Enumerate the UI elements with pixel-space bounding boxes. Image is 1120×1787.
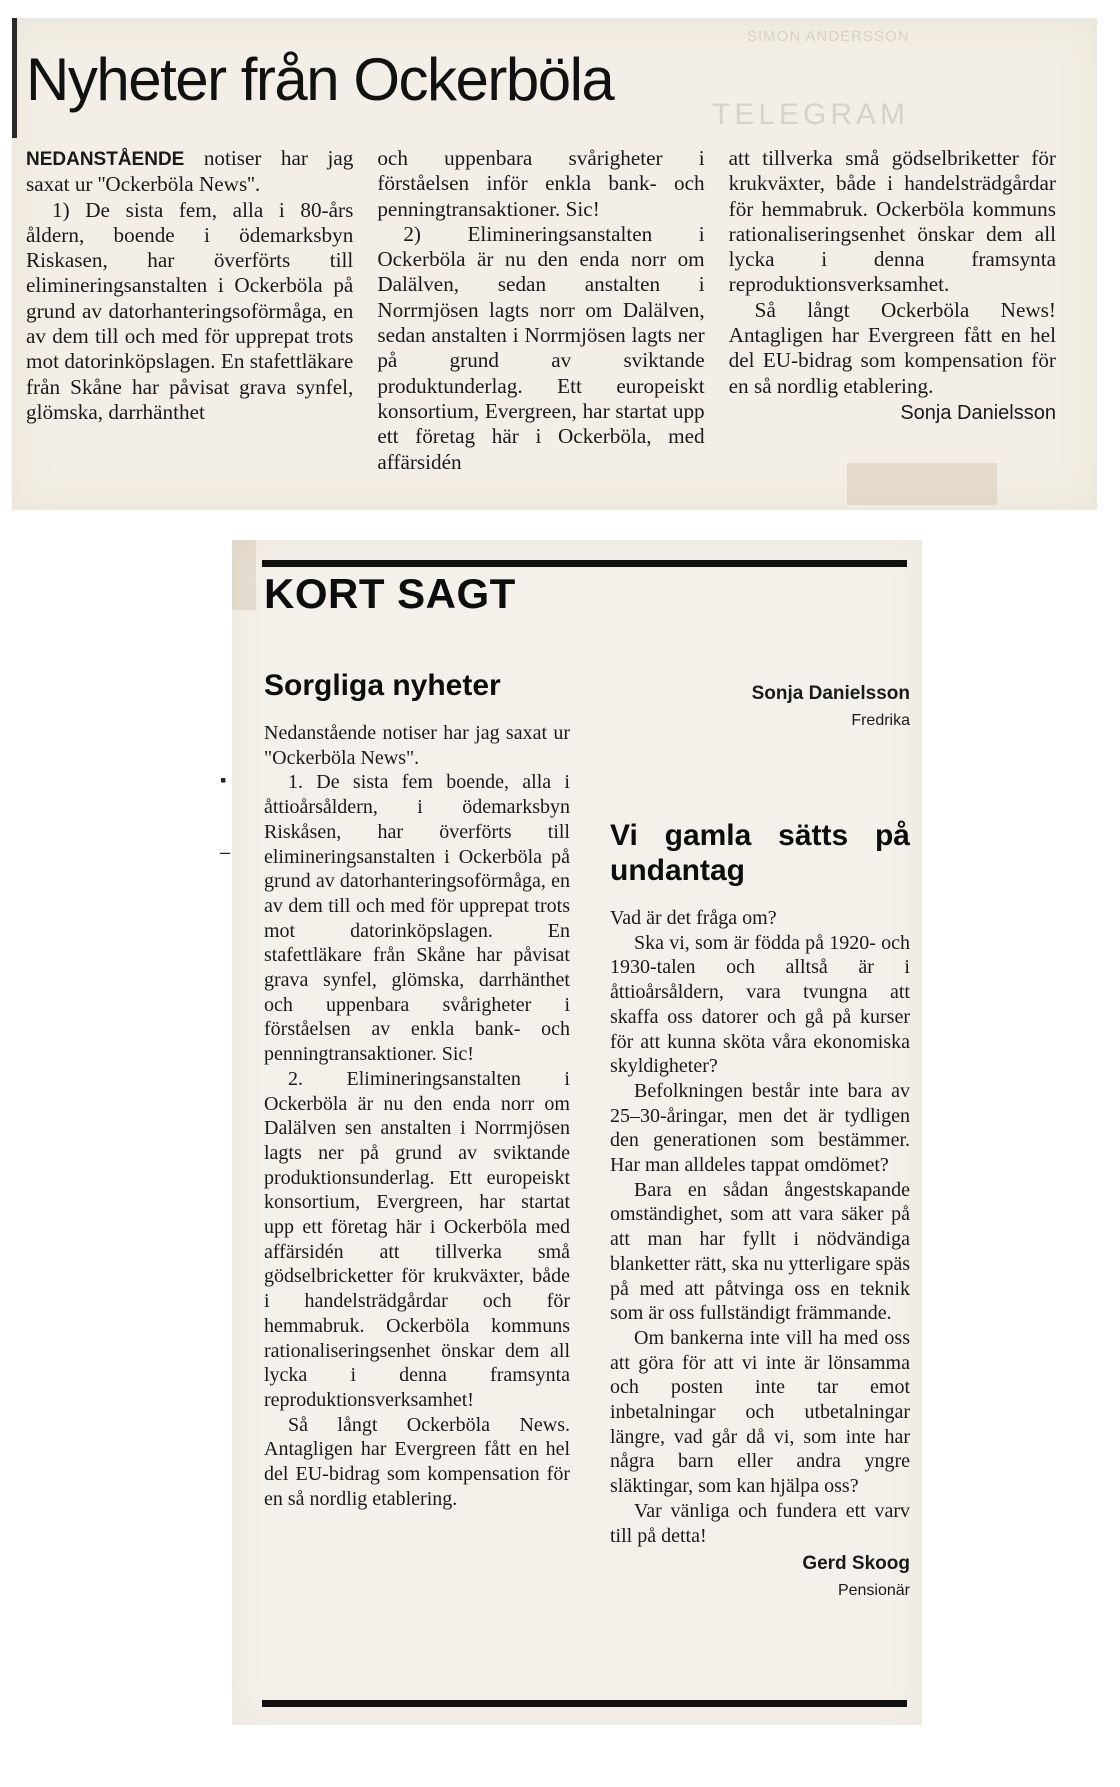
bleed-through-text: SIMON ANDERSSON [747, 28, 910, 45]
bleed-through-text: TELEGRAM [712, 98, 910, 131]
paragraph: Vad är det fråga om? [610, 907, 777, 929]
paper-fold [232, 540, 256, 610]
paragraph: 2) Elimineringsanstalten i Ockerböla är nu den enda norr om Dalälven, sedan anstalten i Norrmjösen lagts norr om Dalälven, sedan anstalten i Norrmjösen lagts ner på grund av sviktande produktunderlag. Ett europeiskt konsortium, Evergreen, har startat upp ett företag här i Ockerböla, med affärsidén [377, 221, 705, 474]
paragraph: Nedanstående notiser har jag saxat ur "Ockerböla News". [264, 722, 570, 769]
paragraph: Bara en sådan ångestskapande omständighet, som att vara säker på att man har fyllt i nödvändiga blanketter rätt, ska nu ytterligare späs på med att påtvinga oss en teknik som är oss fullständigt främmande. [610, 1178, 910, 1325]
article-columns [26, 146, 1056, 475]
paragraph: Ska vi, som är födda på 1920- och 1930-talen och alltså är i åttioårsåldern, vara tvungna att skaffa oss datorer och gå på kurser för att kunna sköta våra ekonomiska skyldigheter? [610, 931, 910, 1078]
headline: Nyheter från Ockerböla [26, 46, 614, 113]
paragraph: Var vänliga och fundera ett varv till på detta! [610, 1499, 910, 1547]
signature-name: Sonja Danielsson [751, 683, 910, 704]
lead-text: notiser har jag saxat ur ''Ockerböla News''. [26, 146, 354, 197]
paragraph: Befolkningen består inte bara av 25–30-åringar, men det är tydligen den generationen som bestämmer. Har man alldeles tappat omdömet? [610, 1079, 910, 1177]
paragraph: att tillverka små gödselbriketter för krukväxter, både i handelsträdgårdar för hemmabruk. Ockerböla kommuns rationaliseringsenhet önskar dem all lycka i denna framsynta reproduktionsverksamhet. [728, 146, 1056, 297]
paragraph: 1) De sista fem, alla i 80-års åldern, boende i ödemarksbyn Riskasen, har överförts till elimineringsanstalten i Ockerböla på grund av datorhanteringsoförmåga, en av dem till och med för upprepat trots mot datorinköpslagen. En stafettläkare från Skåne har påvisat grava synfel, glömska, darrhänthet [26, 197, 354, 424]
paragraph [26, 146, 353, 198]
signature-role: Pensionär [837, 1581, 910, 1599]
paragraph: Så långt Ockerböla News! Antagligen har Evergreen fått en hel del EU-bidrag som kompensation för en så nordlig etablering. [728, 297, 1056, 398]
paragraph: 2. Elimineringsanstalten i Ockerböla är nu den enda norr om Dalälven sen anstalten i Norrmjösen lagts ner på grund av sviktande produktionsunderlag. Ett europeiskt konsortium, Evergreen, har startat upp ett företag här i Ockerböla med affärsidén att tillverka små gödselbricketter för krukväxter, både i handelsträdgårdar och för hemmabruk. Ockerböla kommuns rationaliseringsenhet önskar dem all lycka i denna framsynta reproduktionsverksamhet! [264, 1067, 570, 1411]
signature-place: Fredrika [851, 711, 910, 729]
lead-word: NEDANSTÅENDE [26, 149, 185, 170]
article-column-1 [26, 146, 353, 475]
signature: Sonja Danielsson [900, 401, 1056, 424]
paragraph: Om bankerna inte vill ha med oss att göra för att vi inte är lönsamma och posten inte tar emot inbetalningar och utbetalningar längre, vad går då vi, som inte har några barn eller andra yngre släktingar, som kan hjälpa oss? [610, 1326, 910, 1498]
article-headline: Vi gamla sätts på undantag [610, 819, 910, 887]
signature-name: Gerd Skoog [802, 1553, 910, 1575]
article-continuation [610, 678, 910, 733]
article-sorgliga-nyheter [264, 668, 570, 1512]
article-headline: Sorgliga nyheter [264, 669, 501, 702]
margin-mark: – [220, 842, 231, 862]
section-kicker: KORT SAGT [264, 570, 516, 617]
article-column-2 [377, 146, 704, 475]
top-rule [262, 560, 907, 567]
paragraph: och uppenbara svårigheter i förståelsen inför enkla bank- och penningtransaktioner. Sic! [377, 146, 705, 221]
margin-mark: ▪ [220, 770, 227, 790]
article-vi-gamla [610, 818, 910, 1604]
article-column-3 [729, 146, 1056, 475]
bottom-rule [262, 1700, 907, 1707]
paragraph: 1. De sista fem boende, alla i åttioårsåldern, i ödemarksbyn Riskåsen, har överförts till elimineringsanstalten i Ockerböla på grund av datorhanteringsoförmåga, en av dem till och med för upprepat trots mot datorinköpslagen. En stafettläkare från Skåne har påvisat grava synfel, glömska, darrhänthet och uppenbara svårigheter i förståelsen av enkla bank- och penningtransaktioner. Sic! [264, 771, 570, 1066]
paragraph: Så långt Ockerböla News. Antagligen har Evergreen fått en hel del EU-bidrag som kompensation för en så nordlig etablering. [264, 1413, 570, 1510]
clipping-edge [12, 18, 17, 138]
